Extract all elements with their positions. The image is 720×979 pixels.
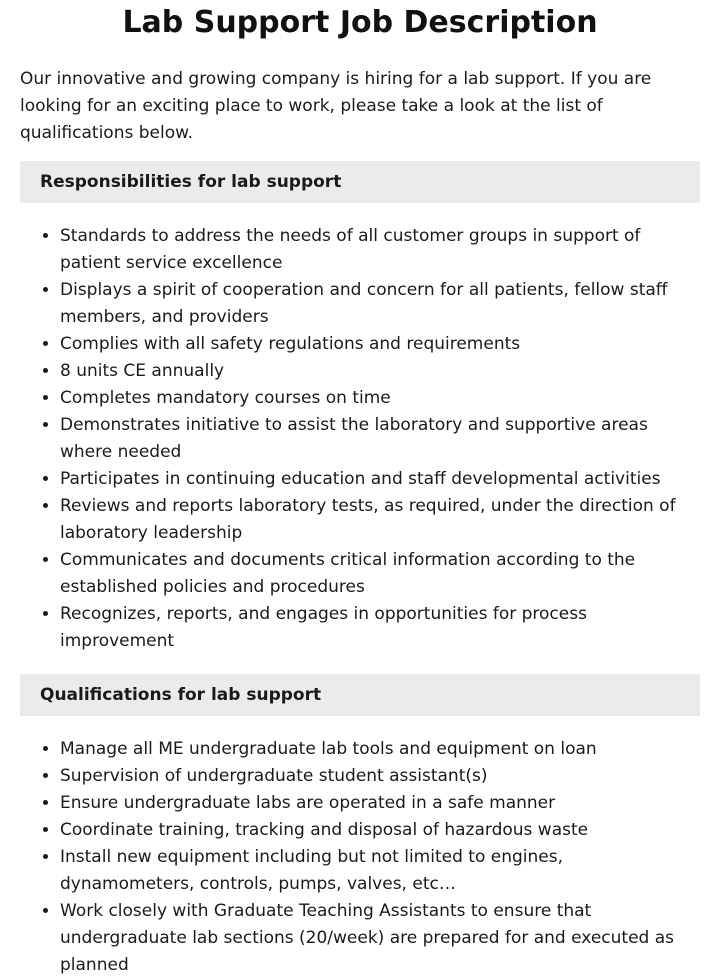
list-item: • Work closely with Graduate Teaching Assistants to ensure that undergraduate lab sections (20/week) are prepared for and executed as planned: [60, 898, 700, 979]
list-item: • Recognizes, reports, and engages in opportunities for process improvement: [60, 601, 700, 655]
qualifications-list: [20, 736, 700, 979]
list-item: • Standards to address the needs of all customer groups in support of patient service excellence: [60, 223, 700, 277]
responsibilities-list: [20, 223, 700, 655]
list-item: • 8 units CE annually: [60, 358, 700, 385]
qualifications-heading: Qualifications for lab support: [20, 674, 700, 716]
responsibilities-heading: Responsibilities for lab support: [20, 161, 700, 203]
list-item: • Complies with all safety regulations and requirements: [60, 331, 700, 358]
list-item: • Supervision of undergraduate student assistant(s): [60, 763, 700, 790]
list-item: • Displays a spirit of cooperation and concern for all patients, fellow staff members, and providers: [60, 277, 700, 331]
list-item: • Participates in continuing education and staff developmental activities: [60, 466, 700, 493]
list-item: • Manage all ME undergraduate lab tools and equipment on loan: [60, 736, 700, 763]
list-item: • Ensure undergraduate labs are operated in a safe manner: [60, 790, 700, 817]
list-item: • Coordinate training, tracking and disposal of hazardous waste: [60, 817, 700, 844]
list-item: • Completes mandatory courses on time: [60, 385, 700, 412]
list-item: • Demonstrates initiative to assist the laboratory and supportive areas where needed: [60, 412, 700, 466]
list-item: • Reviews and reports laboratory tests, as required, under the direction of laboratory leadership: [60, 493, 700, 547]
intro-paragraph: Our innovative and growing company is hiring for a lab support. If you are looking for an exciting place to work, please take a look at the list of qualifications below.: [20, 69, 652, 143]
list-item: • Communicates and documents critical information according to the established policies and procedures: [60, 547, 700, 601]
page-title: Lab Support Job Description: [122, 5, 598, 40]
list-item: • Install new equipment including but not limited to engines, dynamometers, controls, pumps, valves, etc…: [60, 844, 700, 898]
